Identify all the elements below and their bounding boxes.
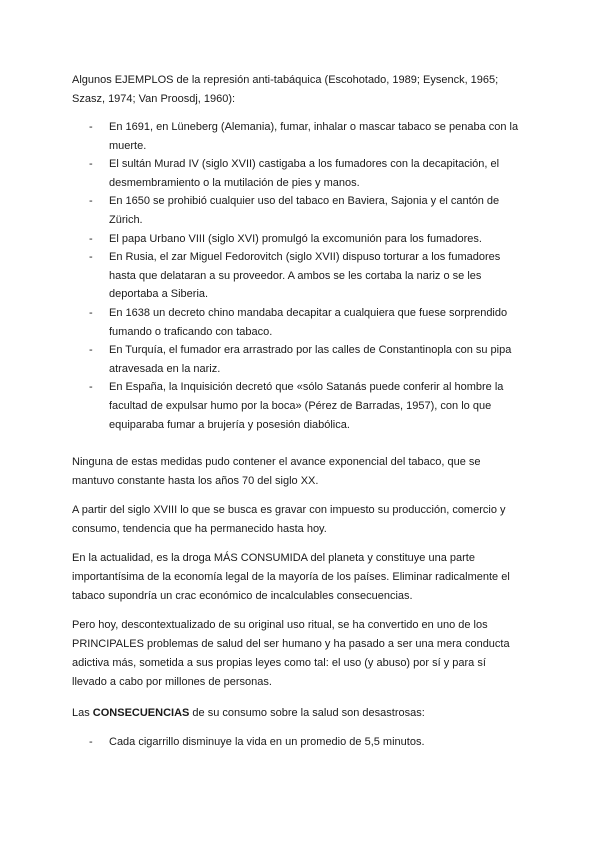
text-line: El papa Urbano VIII (siglo XVI) promulgó la excomunión para los fumadores. bbox=[109, 232, 482, 245]
text-line: adictiva más, sometida a sus propias leyes como tal: el uso (y abuso) por sí y para sí bbox=[72, 657, 486, 669]
text-line: Ninguna de estas medidas pudo contener el avance exponencial del tabaco, que se bbox=[72, 456, 481, 468]
bullet-dash: - bbox=[89, 381, 93, 394]
text-line: fumando o traficando con tabaco. bbox=[109, 325, 273, 338]
bullet-dash: - bbox=[89, 158, 93, 171]
bullet-dash: - bbox=[89, 344, 93, 357]
text-line: muerte. bbox=[109, 139, 147, 152]
list-item bbox=[72, 230, 542, 249]
text-line: En 1691, en Lüneberg (Alemania), fumar, inhalar o mascar tabaco se penaba con la bbox=[109, 121, 519, 133]
list-item bbox=[72, 341, 542, 378]
list-item bbox=[72, 733, 542, 752]
text-line: Szasz, 1974; Van Proosdj, 1960): bbox=[72, 93, 236, 105]
paragraph-hoy bbox=[72, 616, 542, 692]
paragraph-ninguna bbox=[72, 453, 542, 491]
text-line: Algunos EJEMPLOS de la represión anti-tabáquica (Escohotado, 1989; Eysenck, 1965; bbox=[72, 74, 499, 86]
text-line: facultad de expulsar humo por la boca» (Pérez de Barradas, 1957), con lo que bbox=[109, 399, 492, 412]
bullet-dash: - bbox=[89, 736, 93, 748]
text-line: llevado a cabo por millones de personas. bbox=[72, 676, 272, 688]
paragraph-actualidad bbox=[72, 549, 542, 606]
consecuencias-bold: CONSECUENCIAS bbox=[92, 707, 190, 719]
consequences-list bbox=[72, 733, 542, 752]
examples-list bbox=[72, 118, 542, 434]
text-line: En España, la Inquisición decretó que «sólo Satanás puede conferir al hombre la bbox=[109, 381, 504, 394]
text-line: atravesada en la nariz. bbox=[109, 362, 221, 375]
text-line: En Turquía, el fumador era arrastrado por las calles de Constantinopla con su pipa bbox=[109, 344, 512, 357]
text-line: Pero hoy, descontextualizado de su original uso ritual, se ha convertido en uno de los bbox=[72, 619, 488, 631]
intro-paragraph bbox=[72, 71, 542, 109]
list-item bbox=[72, 304, 542, 341]
bullet-dash: - bbox=[89, 251, 93, 264]
text-line: A partir del siglo XVIII lo que se busca es gravar con impuesto su producción, comercio y bbox=[72, 504, 506, 516]
text-line: importantísima de la economía legal de la mayoría de los países. Eliminar radicalmente el bbox=[72, 571, 510, 583]
list-item bbox=[72, 192, 542, 229]
bullet-dash: - bbox=[89, 232, 93, 245]
consecuencias-prefix: Las bbox=[72, 707, 93, 719]
consecuencias-suffix: de su consumo sobre la salud son desastrosas: bbox=[189, 707, 425, 719]
text-line: hasta que delataran a su proveedor. A ambos se les cortaba la nariz o se les bbox=[109, 269, 482, 282]
text-line: Cada cigarrillo disminuye la vida en un promedio de 5,5 minutos. bbox=[109, 736, 425, 748]
text-line: equiparaba fumar a brujería y posesión diabólica. bbox=[109, 418, 350, 431]
paragraph-siglo bbox=[72, 501, 542, 539]
text-line: En 1650 se prohibió cualquier uso del tabaco en Baviera, Sajonia y el cantón de bbox=[109, 195, 500, 208]
text-line: desmembramiento o la mutilación de pies y manos. bbox=[109, 176, 360, 189]
text-line: tabaco supondría un crac económico de incalculables consecuencias. bbox=[72, 590, 413, 602]
text-line bbox=[72, 704, 542, 723]
text-line: deportaba a Siberia. bbox=[109, 288, 209, 301]
text-line: En Rusia, el zar Miguel Fedorovitch (siglo XVII) dispuso torturar a los fumadores bbox=[109, 251, 501, 264]
paragraph-consecuencias bbox=[72, 704, 542, 723]
text-line: Zürich. bbox=[109, 213, 143, 226]
text-line: PRINCIPALES problemas de salud del ser humano y ha pasado a ser una mera conducta bbox=[72, 638, 510, 650]
text-line: En la actualidad, es la droga MÁS CONSUMIDA del planeta y constituye una parte bbox=[72, 552, 475, 564]
bullet-dash: - bbox=[89, 195, 93, 208]
bullet-dash: - bbox=[89, 306, 93, 319]
text-line: mantuvo constante hasta los años 70 del siglo XX. bbox=[72, 475, 319, 487]
list-item bbox=[72, 248, 542, 304]
text-line: El sultán Murad IV (siglo XVII) castigaba a los fumadores con la decapitación, el bbox=[109, 158, 500, 171]
bullet-dash: - bbox=[89, 121, 93, 133]
text-line: En 1638 un decreto chino mandaba decapitar a cualquiera que fuese sorprendido bbox=[109, 306, 508, 319]
text-line: consumo, tendencia que ha permanecido hasta hoy. bbox=[72, 523, 327, 535]
list-item bbox=[72, 378, 542, 434]
list-item bbox=[72, 155, 542, 192]
list-item bbox=[72, 118, 542, 155]
